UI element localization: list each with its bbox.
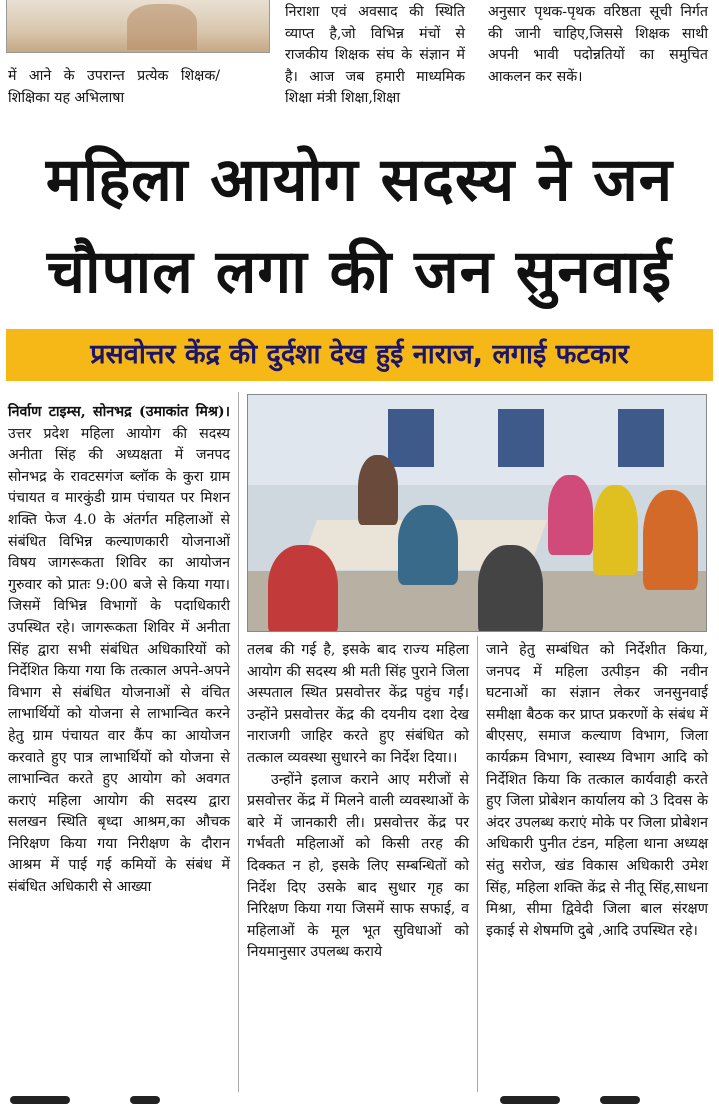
headline-line-2: चौपाल लगा की जन सुनवाई [46,237,673,307]
article-column-3-text: जाने हेतु सम्बंधित को निर्देशीत किया, जनपद में महिला उत्पीड़न की नवीन घटनाओं का संज्ञान लेकर जनसुनवाई समीक्षा बैठक कर प्राप्त प्रकरणों के संबंध में बीएसए, समाज कल्याण विभाग, जिला कार्यक्रम विभाग, स्वास्थ्य विभाग आदि को निर्देशित किया कि तत्काल कार्यवाही करते हुए जिला प्रोबेशन कार्यालय को 3 दिवस के अंदर उपलब्ध कराएं मोके पर जिला प्रोबेशन अधिकारी पुनीत टंडन, महिला थाना अध्यक्ष संतु सरोज, खंड विकास अधिकारी उमेश सिंह, महिला शक्ति केंद्र से नीतू सिंह,साधना मिश्रा, सीमा द्विवेदी जिला बाल संरक्षण इकाई से शेषमणि दुबे ,आदि उपस्थित रहे। [486,642,708,939]
byline: निर्वाण टाइम्स, सोनभद्र (उमाकांत मिश्र)। [8,404,230,420]
article-column-1-text: उत्तर प्रदेश महिला आयोग की सदस्य अनीता सिंह की अध्यक्षता में जनपद सोनभद्र के रावटसगंज ब्लॉक के कुरा ग्राम पंचायत व मारकुंडी ग्राम पंचायत पर मिशन शक्ति फेज 4.0 के अंतर्गत महिलाओं से संबंधित विभिन्न कल्याणकारी योजनाओं विषय जागरूकता शिविर का आयोजन गुरुवार को प्रातः 9:00 बजे से किया गया। जिसमें विभिन्न विभागों के पदाधिकारी उपस्थित रहे। जागरूकता शिविर में अनीता सिंह द्वारा सभी संबंधित अधिकारियों को निर्देशित किया गया कि तत्काल अपने-अपने विभाग से संबंधित योजनाओं से वंचित लाभार्थियों को योजना से लाभान्वित करने हेतु ग्राम पंचायत वार कैंप का आयोजन करवाते हुए पात्र लाभार्थियों को योजना से लाभान्वित करते हुए आयोग को अवगत कराएं महिला आयोग की सदस्य द्वारा सलखन स्थिति बृध्दा आश्रम,का औचक निरिक्षण किया गया निरीक्षण के दौरान आश्रम में पाई गई कमियों के संबंध में संबंधित अधिकारी से आख्या [8,425,230,896]
bottom-cutoff-text [0,1094,719,1104]
article-column-2-para-2: उन्होंने इलाज कराने आए मरीजों से प्रसवोत्तर केंद्र में मिलने वाली व्यवस्थाओं के बारे में जानकारी ली। प्रसवोत्तर केंद्र पर गर्भवती महिलाओं को किसी तरह की दिक्कत न हो, इसके लिए सम्बन्धितों को निर्देश दिए उसके बाद सुधार गृह का निरिक्षण किया गया जिसमें साफ सफाई, व महिलाओं के मूल भूत सुविधाओं को नियमानुसार उपलब्ध कराये [247,771,469,961]
article-column-2-para-1: तलब की गई है, इसके बाद राज्य महिला आयोग की सदस्य श्री मती सिंह पुराने जिला अस्पताल स्थित प्रसवोत्तर केंद्र पहुंच गईं। उन्होंने प्रसवोत्तर केंद्र की दयनीय दशा देख नाराजगी जाहिर करते हुए संबंधित को तत्काल व्यवस्था सुधारने का निर्देश दिया।। [247,642,469,766]
top-column-2 [285,2,465,110]
top-column-2-text: निराशा एवं अवसाद की स्थिति व्याप्त है,जो विभिन्न मंचों से राजकीय शिक्षक संघ के संज्ञान में है। आज जब हमारी माध्यमिक शिक्षा मंत्री शिक्षा,शिक्षा [285,4,465,107]
top-column-1-text: में आने के उपरान्त प्रत्येक शिक्षक/शिक्षिका यह अभिलाषा [8,68,220,106]
top-column-3 [488,2,708,88]
top-column-1 [8,66,220,109]
headline-line-1: महिला आयोग सदस्य ने जन [45,145,674,215]
article-column-1 [8,402,230,899]
top-photo [6,0,270,53]
top-column-3-text: अनुसार पृथक-पृथक वरिष्ठता सूची निर्गत की जानी चाहिए,जिससे शिक्षक साथी अपनी भावी पदोन्नतियों का समुचित आकलन कर सकें। [488,4,708,85]
article-column-2 [247,640,469,964]
main-photo [247,394,707,632]
subheadline: प्रसवोत्तर केंद्र की दुर्दशा देख हुई नाराज, लगाई फटकार [6,329,713,381]
column-divider [477,636,478,1092]
column-divider [238,392,239,1092]
article-column-3 [486,640,708,942]
